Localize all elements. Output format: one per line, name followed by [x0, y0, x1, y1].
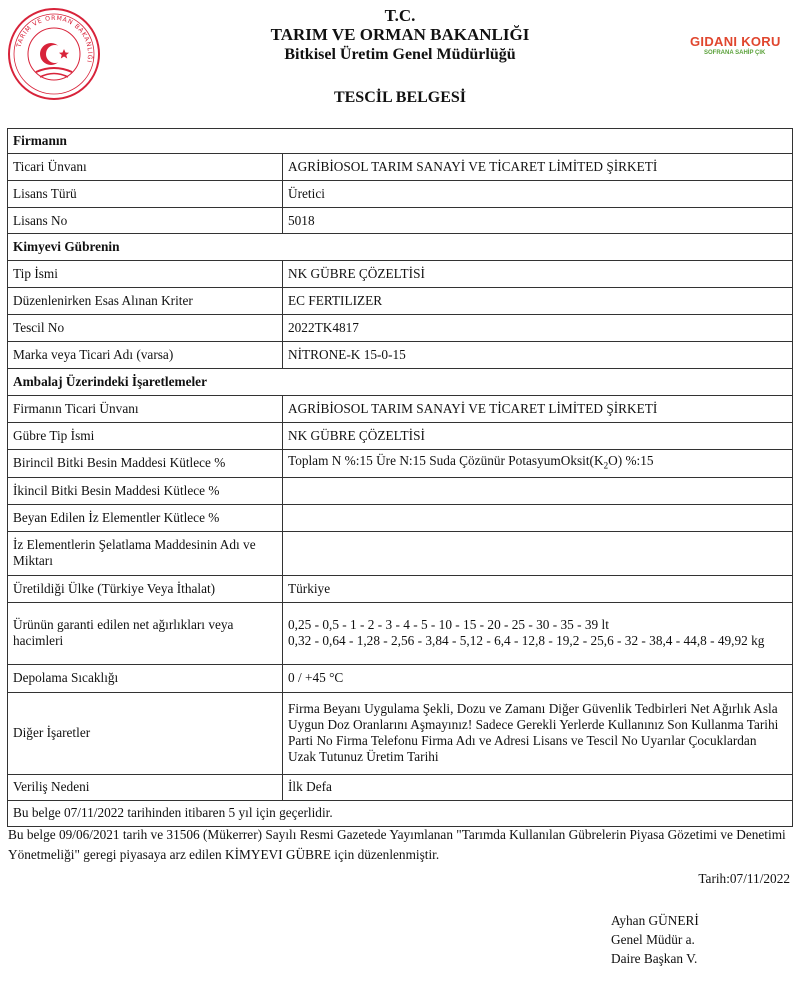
document-title: TESCİL BELGESİ — [333, 89, 467, 106]
table-row — [8, 342, 793, 369]
table-row — [8, 575, 793, 602]
table-row — [8, 315, 793, 342]
row-label: Ürünün garanti edilen net ağırlıkları veya hacimleri — [8, 602, 283, 664]
row-label: İkincil Bitki Besin Maddesi Kütlece % — [8, 477, 283, 504]
row-label: Birincil Bitki Besin Maddesi Kütlece % — [8, 450, 283, 478]
row-label: Depolama Sıcaklığı — [8, 664, 283, 692]
registration-table — [7, 128, 793, 827]
table-row — [8, 181, 793, 208]
table-row — [8, 450, 793, 478]
header-line-tc: T.C. — [384, 6, 416, 25]
row-value: NİTRONE-K 15-0-15 — [283, 342, 793, 369]
row-value: Üretici — [283, 181, 793, 208]
row-value — [283, 602, 793, 664]
row-value: 2022TK4817 — [283, 315, 793, 342]
table-row — [8, 396, 793, 423]
section-firm-heading: Firmanın — [8, 129, 793, 154]
logo-main-text: GIDANI KORU — [690, 34, 781, 49]
table-row — [8, 692, 793, 774]
table-row — [8, 477, 793, 504]
value-part: Toplam N %:15 Üre N:15 Suda Çözünür PotasyumOksit(K — [288, 453, 604, 468]
row-label: Üretildiği Ülke (Türkiye Veya İthalat) — [8, 575, 283, 602]
document-header — [0, 6, 800, 64]
row-label: Marka veya Ticari Adı (varsa) — [8, 342, 283, 369]
row-value — [283, 477, 793, 504]
signatory-title: Daire Başkan V. — [611, 951, 698, 966]
value-line: 0,32 - 0,64 - 1,28 - 2,56 - 3,84 - 5,12 - 6,4 - 12,8 - 19,2 - 25,6 - 32 - 38,4 - 44,8 - 49,92 kg — [288, 633, 765, 649]
table-row — [8, 208, 793, 234]
signatory-name: Ayhan GÜNERİ — [611, 913, 699, 928]
validity-statement: Bu belge 07/11/2022 tarihinden itibaren 5 yıl için geçerlidir. — [8, 800, 793, 826]
table-row — [8, 664, 793, 692]
table-row — [8, 774, 793, 800]
row-value: EC FERTILIZER — [283, 288, 793, 315]
value-part: O) %:15 — [608, 453, 654, 468]
row-label: Lisans Türü — [8, 181, 283, 208]
row-value: 5018 — [283, 208, 793, 234]
logo-sub-text: SOFRANA SAHİP ÇIK — [704, 50, 766, 56]
row-label: Firmanın Ticari Ünvanı — [8, 396, 283, 423]
row-value — [283, 531, 793, 575]
header-line-ministry: TARIM VE ORMAN BAKANLIĞI — [270, 25, 530, 44]
regulation-paragraph: Bu belge 09/06/2021 tarih ve 31506 (Mükerrer) Sayılı Resmi Gazetede Yayımlanan "Tarımda Kullanılan Gübrelerin Piyasa Gözetimi ve Denetimi Yönetmeliği" geregi piyasaya arz edilen KİMYEVI GÜBRE için düzenlenmiştir. — [8, 827, 786, 862]
row-label: Veriliş Nedeni — [8, 774, 283, 800]
row-value: Firma Beyanı Uygulama Şekli, Dozu ve Zamanı Diğer Güvenlik Tedbirleri Net Ağırlık Asla Uygun Doz Oranlarını Aşmayınız! Sadece Gerekli Yerlerde Kullanınız Son Kullanma Tarihi Parti No Firma Telefonu Firma Adı ve Adresi Lisans ve Tescil No Uyarılar Çocuklardan Uzak Tutunuz Üretim Tarihi — [283, 692, 793, 774]
issue-date: Tarih:07/11/2022 — [698, 871, 790, 886]
row-value — [283, 450, 793, 478]
table-row — [8, 261, 793, 288]
row-label: Düzenlenirken Esas Alınan Kriter — [8, 288, 283, 315]
table-row — [8, 288, 793, 315]
row-value: NK GÜBRE ÇÖZELTİSİ — [283, 423, 793, 450]
table-row — [8, 531, 793, 575]
row-label: Tescil No — [8, 315, 283, 342]
signature-block — [611, 911, 699, 968]
row-value: İlk Defa — [283, 774, 793, 800]
section-fertilizer-heading: Kimyevi Gübrenin — [8, 234, 793, 261]
header-line-directorate: Bitkisel Üretim Genel Müdürlüğü — [284, 46, 516, 63]
row-label: Gübre Tip İsmi — [8, 423, 283, 450]
row-label: Tip İsmi — [8, 261, 283, 288]
section-packaging-heading: Ambalaj Üzerindeki İşaretlemeler — [8, 369, 793, 396]
row-value: AGRİBİOSOL TARIM SANAYİ VE TİCARET LİMİTED ŞİRKETİ — [283, 154, 793, 181]
row-value: Türkiye — [283, 575, 793, 602]
row-label: Diğer İşaretler — [8, 692, 283, 774]
table-row — [8, 602, 793, 664]
signatory-title: Genel Müdür a. — [611, 932, 695, 947]
row-label: İz Elementlerin Şelatlama Maddesinin Adı ve Miktarı — [8, 531, 283, 575]
table-row — [8, 504, 793, 531]
table-row — [8, 423, 793, 450]
value-subscript: 2 — [603, 460, 609, 471]
row-label: Ticari Ünvanı — [8, 154, 283, 181]
row-value — [283, 504, 793, 531]
row-value: NK GÜBRE ÇÖZELTİSİ — [283, 261, 793, 288]
row-label: Beyan Edilen İz Elementler Kütlece % — [8, 504, 283, 531]
row-label: Lisans No — [8, 208, 283, 234]
gidani-koru-logo — [690, 34, 800, 64]
row-value: AGRİBİOSOL TARIM SANAYİ VE TİCARET LİMİTED ŞİRKETİ — [283, 396, 793, 423]
row-value: 0 / +45 °C — [283, 664, 793, 692]
value-line: 0,25 - 0,5 - 1 - 2 - 3 - 4 - 5 - 10 - 15 - 20 - 25 - 30 - 35 - 39 lt — [288, 617, 609, 633]
seal-text: TARIM VE ORMAN BAKANLIĞI — [15, 14, 94, 64]
table-row — [8, 154, 793, 181]
